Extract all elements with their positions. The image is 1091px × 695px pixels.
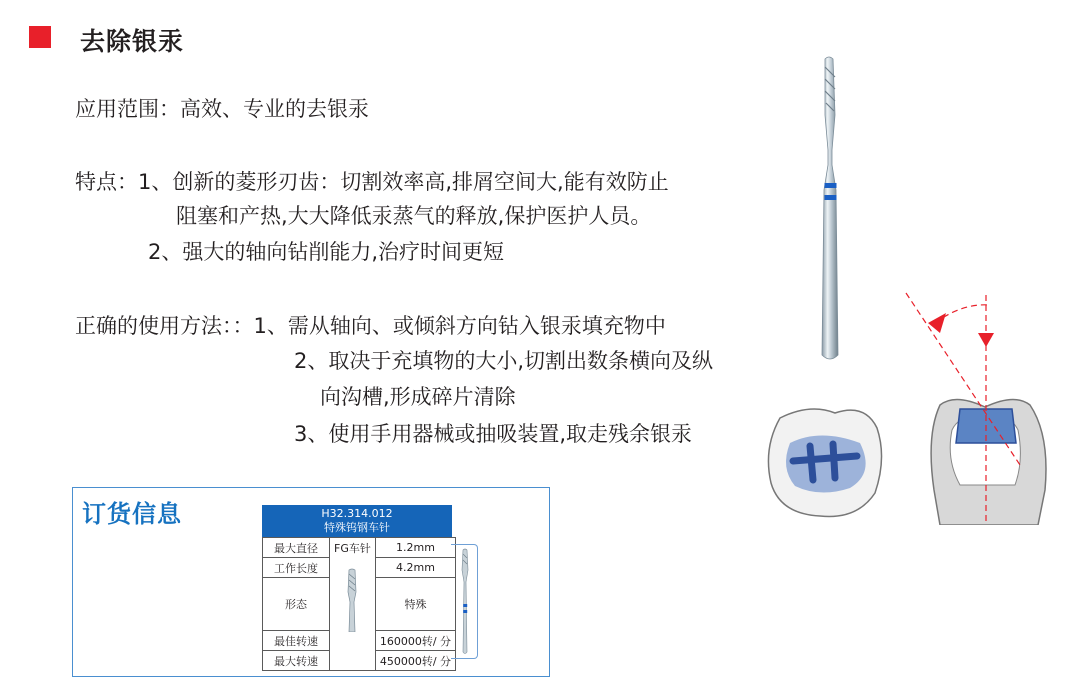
- page-title: 去除银汞: [80, 27, 185, 56]
- tooth-occlusal-diagram: [765, 398, 885, 523]
- row-label: 工作长度: [263, 558, 330, 578]
- side-bur-image: [457, 548, 473, 656]
- features-line-1: 特点：1、创新的菱形刃齿：切割效率高,排屑空间大,能有效防止: [75, 170, 669, 194]
- product-header: [262, 505, 452, 537]
- row-label: 最大转速: [263, 651, 330, 671]
- table-row: [263, 538, 456, 558]
- down-arrow-icon: [978, 333, 994, 347]
- bur-image: [810, 55, 850, 365]
- usage-line-4: 3、使用手用器械或抽吸装置,取走残余银汞: [294, 422, 693, 446]
- usage-line-1: 正确的使用方法：：1、需从轴向、或倾斜方向钻入银汞填充物中: [75, 314, 666, 338]
- tooth-section-diagram: [900, 285, 1060, 525]
- order-info-title: 订货信息: [82, 500, 182, 528]
- product-code: H32.314.012: [321, 507, 393, 520]
- application-text: 应用范围：高效、专业的去银汞: [75, 97, 369, 121]
- row-value: 4.2mm: [375, 558, 455, 578]
- row-label: 最大直径: [263, 538, 330, 558]
- usage-line-2: 2、取决于充填物的大小,切割出数条横向及纵: [294, 349, 714, 373]
- usage-line-3: 向沟槽,形成碎片清除: [320, 385, 516, 409]
- small-bur-image: [344, 568, 360, 632]
- features-line-3: 2、强大的轴向钻削能力,治疗时间更短: [148, 240, 505, 264]
- title-marker: [29, 26, 51, 48]
- features-line-2: 阻塞和产热,大大降低汞蒸气的释放,保护医护人员。: [176, 204, 652, 228]
- bur-type-cell: [330, 538, 376, 671]
- row-value: 450000转/ 分: [375, 651, 455, 671]
- spec-table: [262, 537, 456, 671]
- row-value: 特殊: [375, 578, 455, 631]
- product-name: 特殊钨钢车针: [324, 521, 390, 534]
- row-label: 形态: [263, 578, 330, 631]
- row-label: 最佳转速: [263, 631, 330, 651]
- row-value: 1.2mm: [375, 538, 455, 558]
- bur-type: FG车针: [334, 542, 371, 555]
- row-value: 160000转/ 分: [375, 631, 455, 651]
